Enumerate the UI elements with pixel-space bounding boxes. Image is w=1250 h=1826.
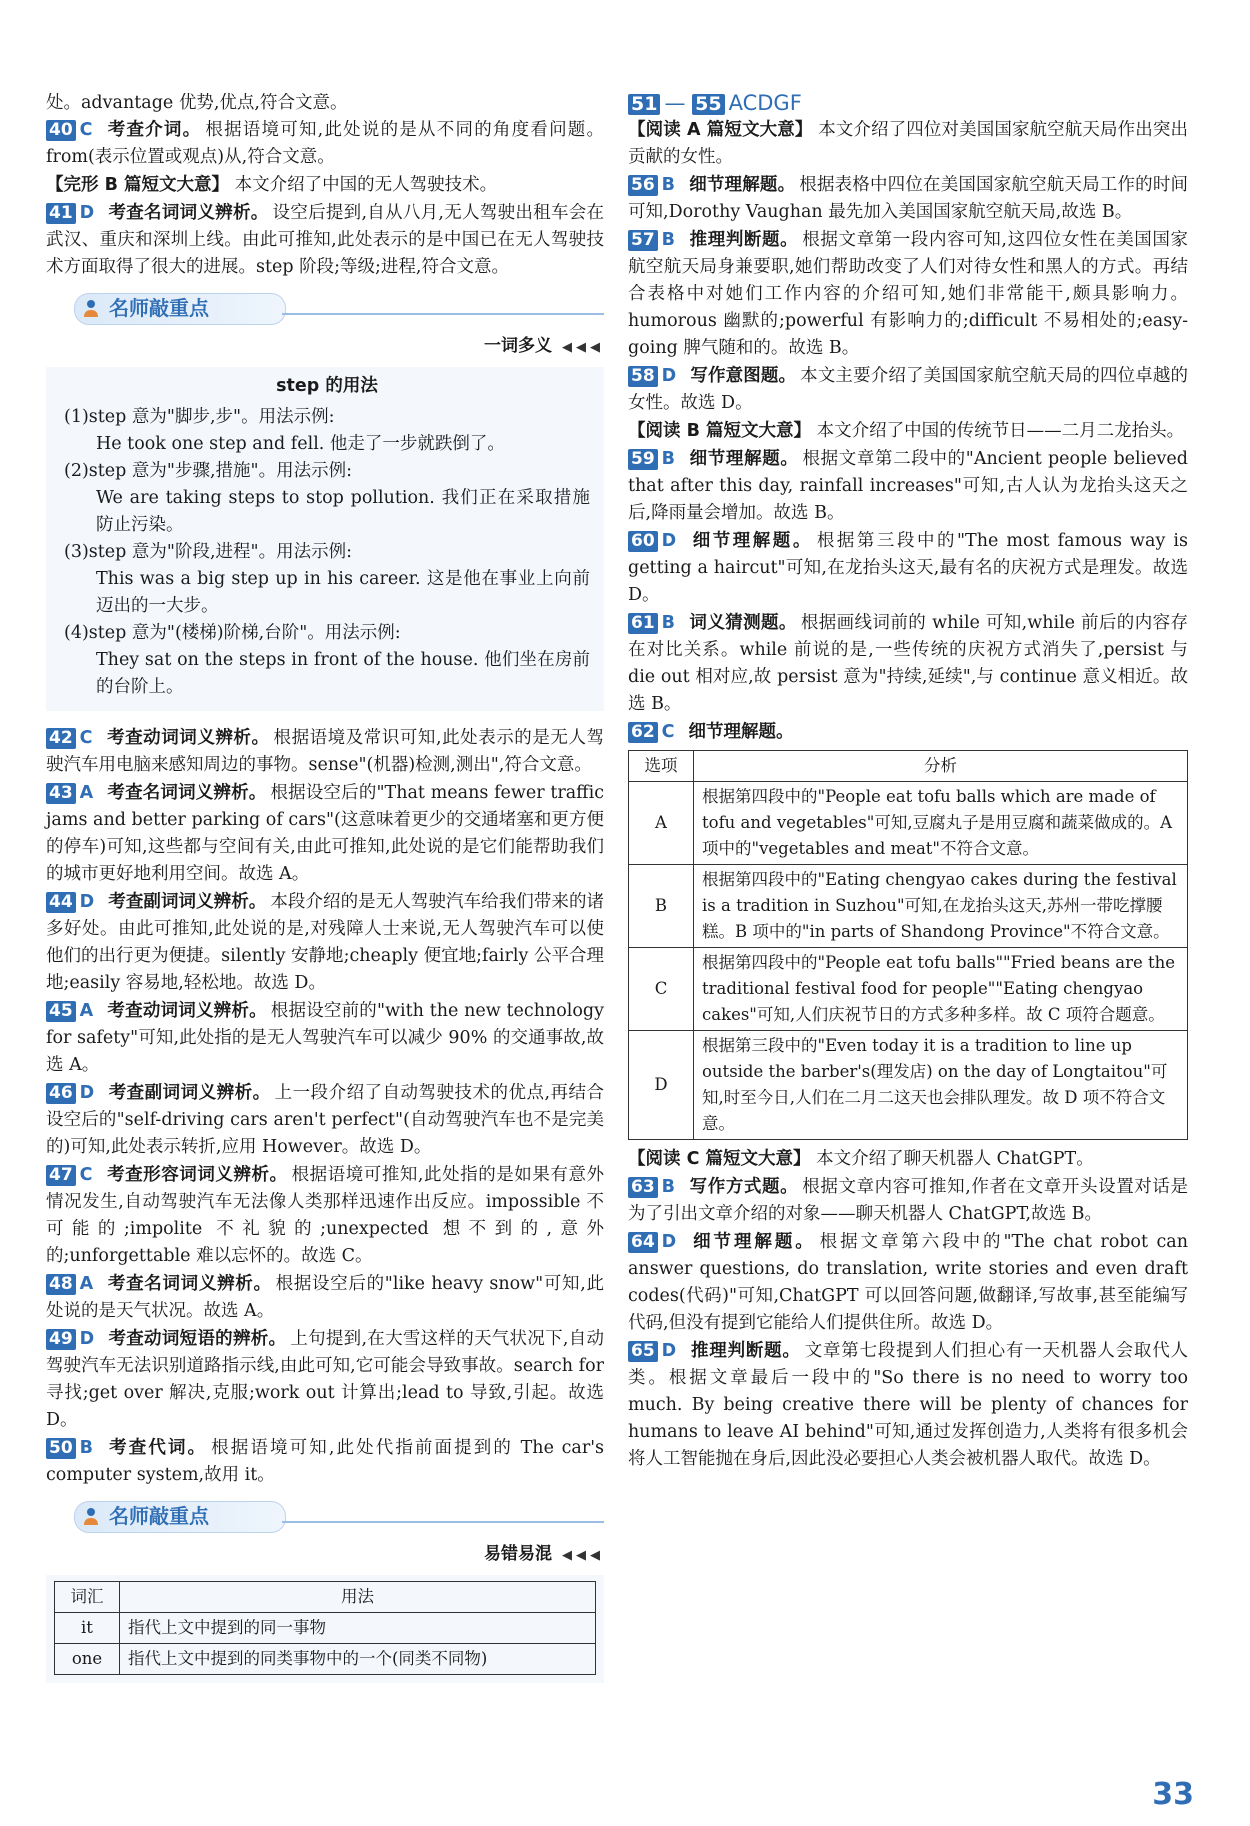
answer-49: 49 D 考查动词短语的辨析。 上句提到,在大雪这样的天气状况下,自动驾驶汽车无法识别道路指示线,由此可知,它可能会导致事故。search for 寻找;get over 解决,克服;work out 计算出;lead to 导致,引起。故选 D。 bbox=[46, 1329, 605, 1430]
answer-64: 64 D 细节理解题。 根据文章第六段中的"The chat robot can answer questions, do translation, write stories and even draft codes(代码)"可知,ChatGPT 可以回答问题,做翻译,写故事,甚至能编写代码,但没有提到它能给人们提供住所。故选 D。 bbox=[628, 1232, 1188, 1333]
table-cell: 根据第三段中的"Even today it is a tradition to line up outside the barber's(理发店) on the day of Longtaitou"可知,时至今日,人们在二月二这天也会排队理发。故 D 项不符合文意。 bbox=[694, 1031, 1188, 1140]
answer-59: 59 B 细节理解题。 根据文章第二段中的"Ancient people believed that after this day, rainfall increases"可知,古人认为龙抬头这天之后,降雨量会增加。故选 B。 bbox=[628, 449, 1188, 523]
answer-44: 44 D 考查副词词义辨析。 本段介绍的是无人驾驶汽车给我们带来的诸多好处。由此可推知,此处说的是,对残障人士来说,无人驾驶汽车可以使他们的出行更为便捷。silently 安静地;cheaply 便宜地;fairly 公平合理地;easily 容易地,轻松地。故选 D。 bbox=[46, 892, 605, 993]
table-cell: A bbox=[629, 782, 694, 865]
usage-line: (1)step 意为"脚步,步"。用法示例: bbox=[64, 407, 335, 427]
answer-48: 48 A 考查名词词义辨析。 根据设空后的"like heavy snow"可知,此处说的是天气状况。故选 A。 bbox=[46, 1274, 605, 1321]
usage-line: (4)step 意为"(楼梯)阶梯,台阶"。用法示例: bbox=[64, 623, 401, 643]
usage-table bbox=[54, 1581, 596, 1675]
right-column bbox=[628, 90, 1188, 1474]
table-header-row bbox=[629, 751, 1188, 782]
reading-b-summary: 【阅读 B 篇短文大意】 本文介绍了中国的传统节日——二月二龙抬头。 bbox=[628, 421, 1185, 441]
triangle-arrows-icon: ◀◀◀ bbox=[562, 1548, 604, 1563]
usage-example: We are taking steps to stop pollution. 我们正在采取措施防止污染。 bbox=[96, 488, 590, 535]
table-row bbox=[629, 948, 1188, 1031]
table-cell: one bbox=[55, 1644, 120, 1675]
table-cell: it bbox=[55, 1613, 120, 1644]
answer-65: 65 D 推理判断题。 文章第七段提到人们担心有一天机器人会取代人类。根据文章最后一段中的"So there is no need to worry too much. By being creative there will be plenty of chances for humans to leave AI behind"可知,通过发挥创造力,人类将有很多机会将人工智能抛在身后,因此没必要担心人类会被机器人取代。故选 D。 bbox=[628, 1341, 1189, 1469]
table-header-row bbox=[55, 1582, 596, 1613]
usage-example: He took one step and fell. 他走了一步就跌倒了。 bbox=[96, 434, 505, 454]
table-header: 用法 bbox=[120, 1582, 596, 1613]
answer-41: 41 D 考查名词词义辨析。 设空后提到,自从八月,无人驾驶出租车会在武汉、重庆和深圳上线。由此可推知,此处表示的是中国已在无人驾驶技术方面取得了很大的进展。step 阶段;等级;进程,符合文意。 bbox=[46, 203, 605, 277]
answer-57: 57 B 推理判断题。 根据文章第一段内容可知,这四位女性在美国国家航空航天局身兼要职,她们帮助改变了人们对待女性和黑人的方式。再结合表格中对她们工作内容的介绍可知,她们非常能干,颇具影响力。humorous 幽默的;powerful 有影响力的;difficult 不易相处的;easy-going 脾气随和的。故选 B。 bbox=[628, 230, 1189, 358]
answer-63: 63 B 写作方式题。 根据文章内容可推知,作者在文章开头设置对话是为了引出文章介绍的对象——聊天机器人 ChatGPT,故选 B。 bbox=[628, 1177, 1189, 1224]
tip-header bbox=[46, 1497, 604, 1537]
table-cell: B bbox=[629, 865, 694, 948]
usage-example: This was a big step up in his career. 这是他在事业上向前迈出的一大步。 bbox=[96, 569, 590, 616]
tip-divider bbox=[282, 1521, 604, 1523]
usage-example: They sat on the steps in front of the house. 他们坐在房前的台阶上。 bbox=[96, 650, 590, 697]
left-column bbox=[46, 90, 604, 1697]
answer-60: 60 D 细节理解题。 根据第三段中的"The most famous way is getting a haircut"可知,在龙抬头这天,最有名的庆祝方式是理发。故选 D。 bbox=[628, 531, 1188, 605]
passage-b-summary: 【完形 B 篇短文大意】 本文介绍了中国的无人驾驶技术。 bbox=[46, 175, 498, 195]
answer-46: 46 D 考查副词词义辨析。 上一段介绍了自动驾驶技术的优点,再结合设空后的"self-driving cars aren't perfect"(自动驾驶汽车也不是完美的)可知,此处表示转折,应用 However。故选 D。 bbox=[46, 1083, 605, 1157]
table-cell: D bbox=[629, 1031, 694, 1140]
tip-box-step bbox=[46, 367, 604, 711]
table-row bbox=[629, 865, 1188, 948]
table-cell: 根据第四段中的"People eat tofu balls""Fried beans are the traditional festival food for people""Eating chengyao cakes"可知,人们庆祝节日的方式多种多样。故 C 项符合题意。 bbox=[694, 948, 1188, 1031]
usage-line: (3)step 意为"阶段,进程"。用法示例: bbox=[64, 542, 352, 562]
teacher-icon bbox=[81, 1506, 101, 1526]
tip-header bbox=[46, 289, 604, 329]
tip-box-usage bbox=[46, 1575, 604, 1683]
table-header: 分析 bbox=[694, 751, 1188, 782]
table-row bbox=[629, 782, 1188, 865]
answer-56: 56 B 细节理解题。 根据表格中四位在美国国家航空航天局工作的时间可知,Dorothy Vaughan 最先加入美国国家航空航天局,故选 B。 bbox=[628, 175, 1189, 222]
triangle-arrows-icon: ◀◀◀ bbox=[562, 340, 604, 355]
page-number: 33 bbox=[1152, 1777, 1194, 1812]
answer-45: 45 A 考查动词词义辨析。 根据设空前的"with the new technology for safety"可知,此处指的是无人驾驶汽车可以减少 90% 的交通事故,故选 A。 bbox=[46, 1001, 605, 1075]
tip-subtitle: 易错易混 ◀◀◀ bbox=[484, 1544, 604, 1564]
table-cell: 指代上文中提到的同一事物 bbox=[120, 1613, 596, 1644]
intro-line: 处。advantage 优势,优点,符合文意。 bbox=[46, 93, 348, 113]
answer-43: 43 A 考查名词词义辨析。 根据设空后的"That means fewer traffic jams and better parking of cars"(这意味着更少的交通堵塞和更方便的停车)可知,这些都与空间有关,由此可推知,此处说的是它们能帮助我们的城市更好地利用空间。故选 A。 bbox=[46, 783, 605, 884]
usage-line: (2)step 意为"步骤,措施"。用法示例: bbox=[64, 461, 352, 481]
table-cell: 根据第四段中的"People eat tofu balls which are made of tofu and vegetables"可知,豆腐丸子是用豆腐和蔬菜做成的。A 项中的"vegetables and meat"不符合文意。 bbox=[694, 782, 1188, 865]
tip-badge: 名师敲重点 bbox=[74, 1501, 286, 1533]
answer-50: 50 B 考查代词。 根据语境可知,此处代指前面提到的 The car's computer system,故用 it。 bbox=[46, 1438, 604, 1485]
table-row bbox=[55, 1644, 596, 1675]
table-cell: 根据第四段中的"Eating chengyao cakes during the festival is a tradition in Suzhou"可知,在龙抬头这天,苏州一带吃撑腰糕。B 项中的"in parts of Shandong Province"不符合文意。 bbox=[694, 865, 1188, 948]
table-cell: C bbox=[629, 948, 694, 1031]
reading-c-summary: 【阅读 C 篇短文大意】 本文介绍了聊天机器人 ChatGPT。 bbox=[628, 1149, 1094, 1169]
table-row bbox=[55, 1613, 596, 1644]
tip-subtitle: 一词多义 ◀◀◀ bbox=[484, 336, 604, 356]
answer-58: 58 D 写作意图题。 本文主要介绍了美国国家航空航天局的四位卓越的女性。故选 D。 bbox=[628, 366, 1189, 413]
teacher-icon bbox=[81, 298, 101, 318]
answer-62: 62 C 细节理解题。 bbox=[628, 719, 1188, 746]
table-header: 选项 bbox=[629, 751, 694, 782]
answer-61: 61 B 词义猜测题。 根据画线词前的 while 可知,while 前后的内容存在对比关系。while 前说的是,一些传统的庆祝方式消失了,persist 与 die out 相对应,故 persist 意为"持续,延续",与 continue 意义相近。故选 B。 bbox=[628, 613, 1188, 714]
reading-a-summary: 【阅读 A 篇短文大意】 本文介绍了四位对美国国家航空航天局作出突出贡献的女性。 bbox=[628, 120, 1188, 167]
answer-47: 47 C 考查形容词词义辨析。 根据语境可推知,此处指的是如果有意外情况发生,自动驾驶汽车无法像人类那样迅速作出反应。impossible 不可能的;impolite 不礼貌的;unexpected 想不到的,意外的;unforgettable 难以忘怀的。故选 C。 bbox=[46, 1165, 605, 1266]
answer-40: 40 C 考查介词。 根据语境可知,此处说的是从不同的角度看问题。from(表示位置或观点)从,符合文意。 bbox=[46, 120, 605, 167]
tip-badge: 名师敲重点 bbox=[74, 293, 286, 325]
analysis-table bbox=[628, 750, 1188, 1140]
answer-42: 42 C 考查动词词义辨析。 根据语境及常识可知,此处表示的是无人驾驶汽车用电脑来感知周边的事物。sense"(机器)检测,测出",符合文意。 bbox=[46, 728, 605, 775]
tip-divider bbox=[282, 313, 604, 315]
table-header: 词汇 bbox=[55, 1582, 120, 1613]
tip-title: step 的用法 bbox=[276, 376, 378, 396]
table-row bbox=[629, 1031, 1188, 1140]
table-cell: 指代上文中提到的同类事物中的一个(同类不同物) bbox=[120, 1644, 596, 1675]
answer-range-51-55: 51 — 55 ACDGF bbox=[628, 90, 1188, 117]
